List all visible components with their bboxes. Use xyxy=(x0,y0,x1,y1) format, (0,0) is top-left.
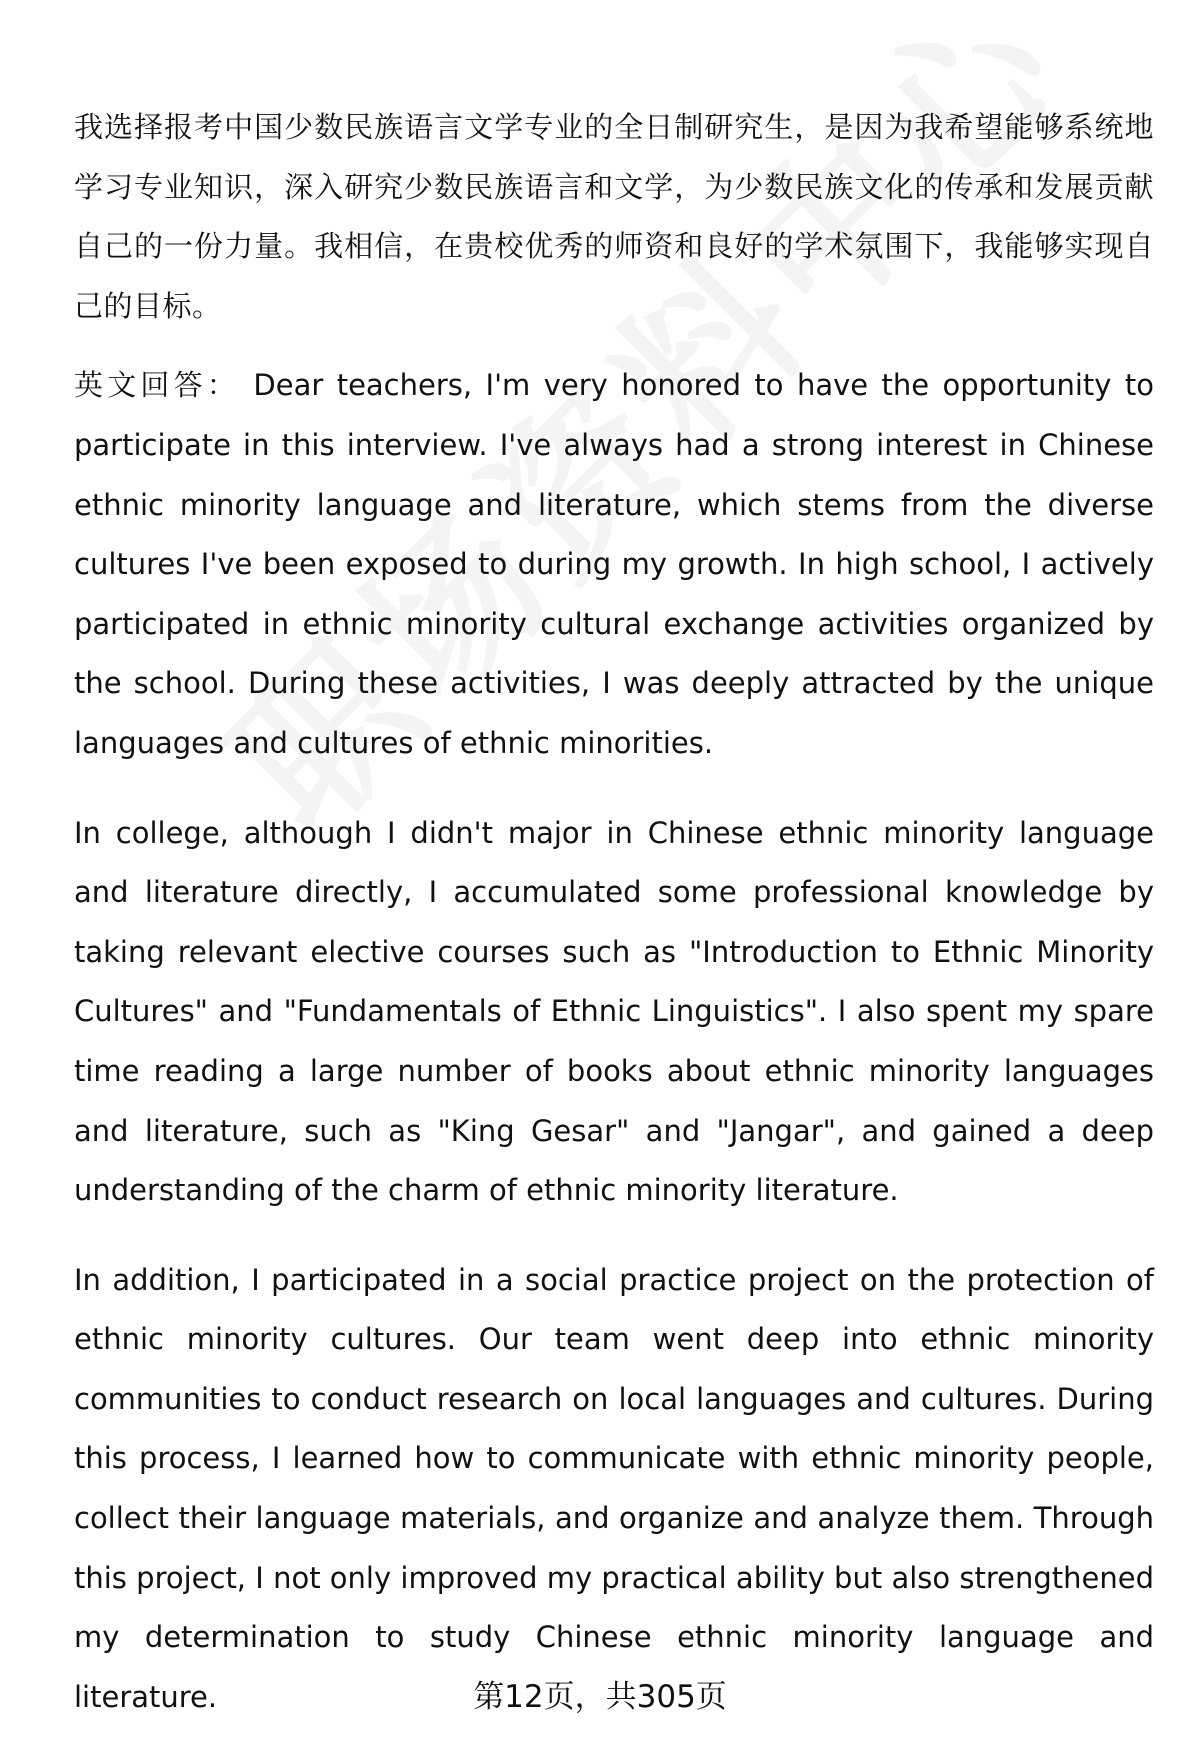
document-body xyxy=(74,98,1154,1727)
paragraph-english-intro: 英文回答： Dear teachers, I'm very honored to have the opportunity to participate in this interview. I've always had a strong interest in Chinese ethnic minority language and literature, which stems from the diverse cultures I've been exposed to during my growth. In high school, I actively participated in ethnic minority cultural exchange activities organized by the school. During these activities, I was deeply attracted by the unique languages and cultures of ethnic minorities. xyxy=(74,368,1154,760)
paragraph-social-practice: In addition, I participated in a social practice project on the protection of ethnic minority cultures. Our team went deep into ethnic minority communities to conduct research on local languages and cultures. During this process, I learned how to communicate with ethnic minority people, collect their language materials, and organize and analyze them. Through this project, I not only improved my practical ability but also strengthened my determination to study Chinese ethnic minority language and literature. xyxy=(74,1262,1154,1714)
paragraph-college: In college, although I didn't major in Chinese ethnic minority language and literature directly, I accumulated some professional knowledge by taking relevant elective courses such as "Introduction to Ethnic Minority Cultures" and "Fundamentals of Ethnic Linguistics". I also spent my spare time reading a large number of books about ethnic minority languages and literature, such as "King Gesar" and "Jangar", and gained a deep understanding of the charm of ethnic minority literature. xyxy=(74,815,1154,1208)
paragraph-chinese-answer: 我选择报考中国少数民族语言文学专业的全日制研究生，是因为我希望能够系统地学习专业知识，深入研究少数民族语言和文学，为少数民族文化的传承和发展贡献自己的一份力量。我相信，在贵校优秀的师资和良好的学术氛围下，我能够实现自己的目标。 xyxy=(74,110,1154,323)
page-number-footer: 第12页，共305页 xyxy=(473,1679,727,1715)
